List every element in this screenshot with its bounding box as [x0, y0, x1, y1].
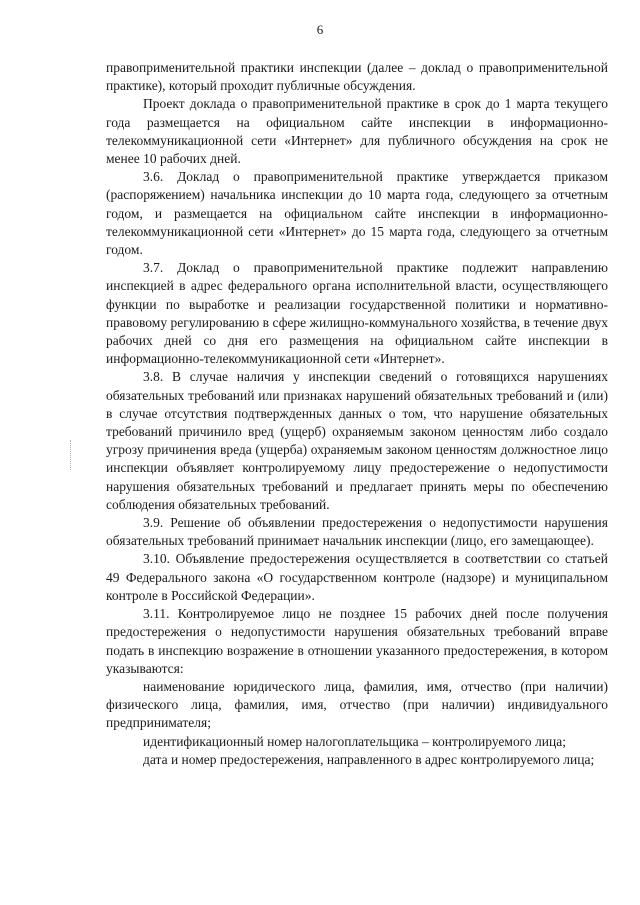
paragraph: идентификационный номер налогоплательщика – контролируемого лица;	[143, 733, 566, 749]
paragraph: 3.6. Доклад о правоприменительной практике утверждается приказом (распоряжением) начальника инспекции до 10 марта года, следующего за отчетным годом, и размещается на официальном сайте инспекции в информационно-телекоммуникационной сети «Интернет» до 15 марта года, следующего за отчетным годом.	[106, 169, 608, 258]
margin-mark	[70, 440, 73, 470]
paragraph: 3.9. Решение об объявлении предостережения о недопустимости нарушения обязательных требований принимает начальник инспекции (лицо, его замещающее).	[106, 515, 608, 549]
paragraph: 3.8. В случае наличия у инспекции сведений о готовящихся нарушениях обязательных требований или признаках нарушений обязательных требований и (или) в случае отсутствия подтвержденных данных о том, что нарушение обязательных требований причинило вред (ущерб) охраняемым законом ценностям либо создало угрозу причинения вреда (ущерба) охраняемым законом ценностям должностное лицо инспекции объявляет контролируемому лицу предостережение о недопустимости нарушения обязательных требований и предлагает принять меры по обеспечению соблюдения обязательных требований.	[106, 369, 608, 512]
paragraph: Проект доклада о правоприменительной практике в срок до 1 марта текущего года размещается на официальном сайте инспекции в информационно-телекоммуникационной сети «Интернет» для публичного обсуждения на срок не менее 10 рабочих дней.	[106, 96, 608, 167]
paragraph: 3.7. Доклад о правоприменительной практике подлежит направлению инспекцией в адрес федерального органа исполнительной власти, осуществляющего функции по выработке и реализации государственной политики и нормативно-правовому регулированию в сфере жилищно-коммунального хозяйства, в течение двух рабочих дней со дня его размещения на официальном сайте инспекции в информационно-телекоммуникационной сети «Интернет».	[106, 260, 608, 367]
page-number: 6	[316, 22, 324, 37]
document-body	[106, 59, 608, 769]
paragraph: дата и номер предостережения, направленного в адрес контролируемого лица;	[143, 751, 595, 767]
paragraph: 3.10. Объявление предостережения осуществляется в соответствии со статьей 49 Федерального закона «О государственном контроле (надзоре) и муниципальном контроле в Российской Федерации».	[106, 551, 608, 603]
paragraph: наименование юридического лица, фамилия, имя, отчество (при наличии) физического лица, фамилия, имя, отчество (при наличии) индивидуального предпринимателя;	[106, 678, 608, 731]
paragraph: 3.11. Контролируемое лицо не позднее 15 рабочих дней после получения предостережения о недопустимости нарушения обязательных требований вправе подать в инспекцию возражение в отношении указанного предостережения, в котором указываются:	[106, 606, 608, 676]
paragraph: правоприменительной практики инспекции (далее – доклад о правоприменительной практике), который проходит публичные обсуждения.	[106, 60, 608, 94]
